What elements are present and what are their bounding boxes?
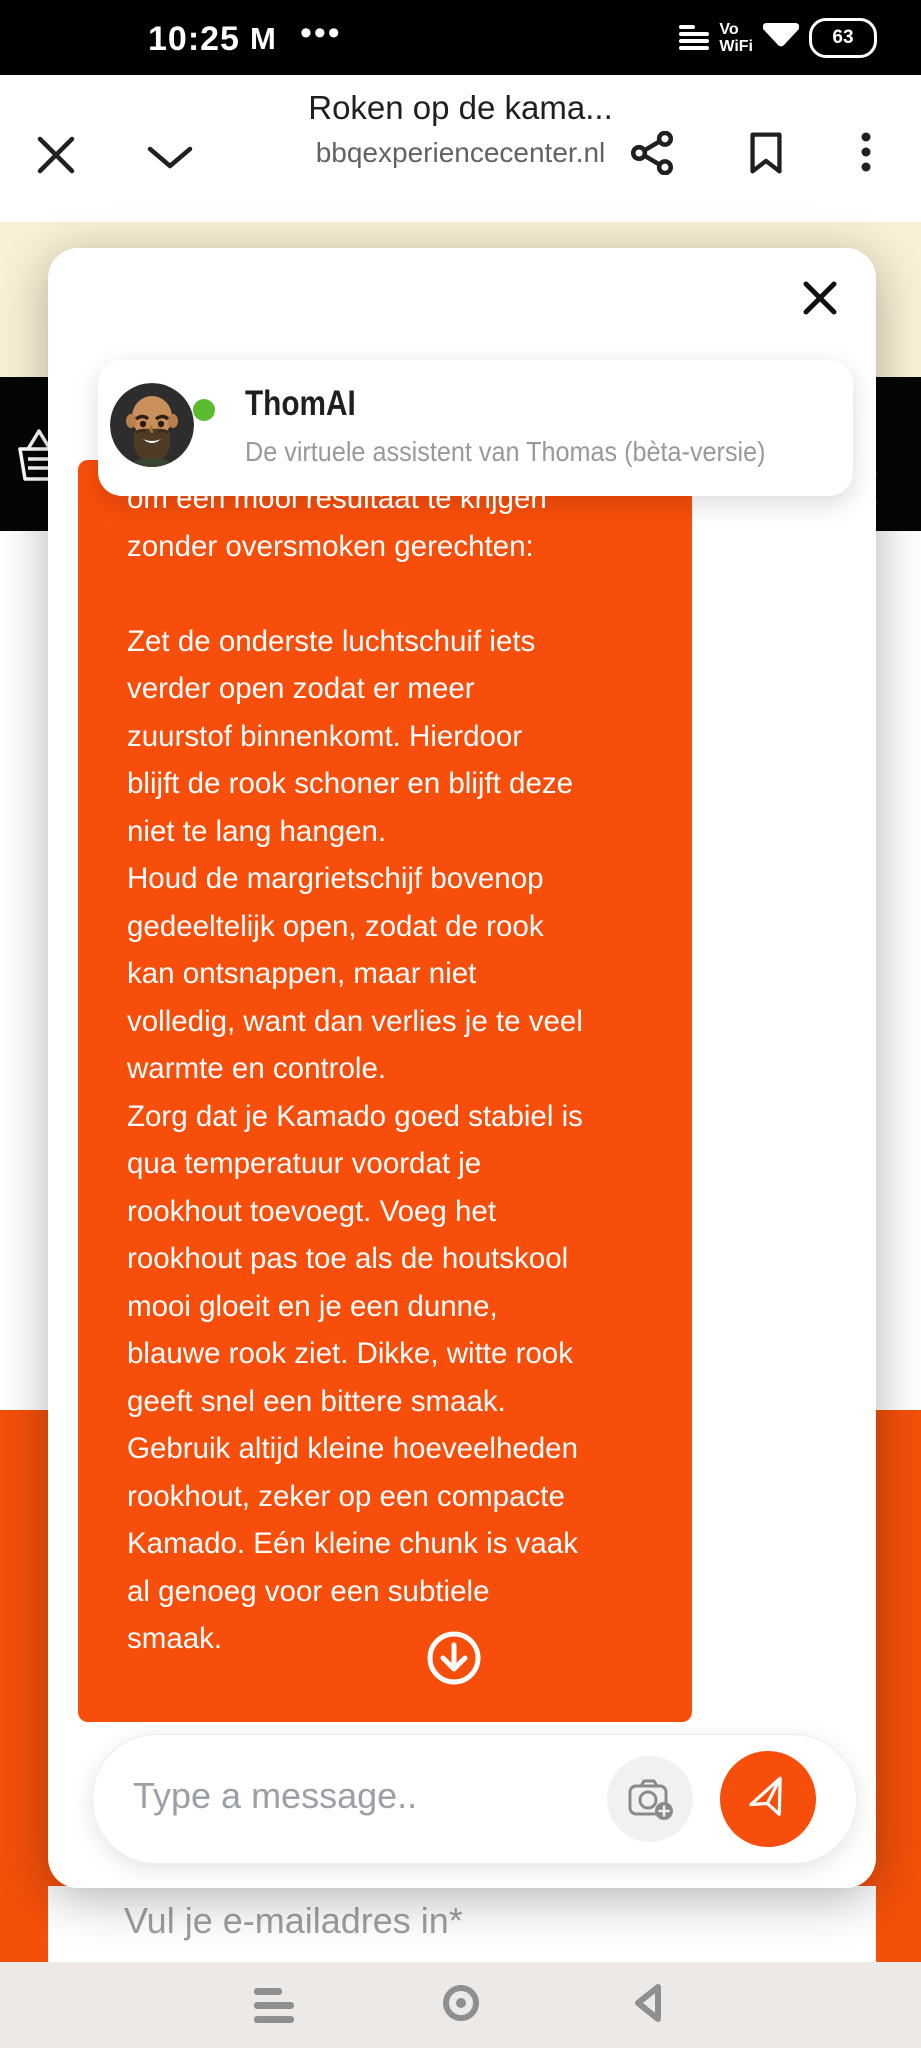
message-line: zonder oversmoken gerechten: <box>127 529 534 563</box>
message-placeholder: Type a message.. <box>133 1775 418 1816</box>
kebab-menu-icon[interactable] <box>852 129 880 175</box>
share-icon[interactable] <box>630 131 674 175</box>
message-line: al genoeg voor een subtiele <box>127 1574 490 1608</box>
page-title: Roken op de kama... <box>308 89 613 126</box>
message-line: zuurstof binnenkomt. Hierdoor <box>127 719 523 753</box>
more-notifications-icon: ••• <box>300 14 342 52</box>
page-url[interactable]: bbqexperiencecenter.nl <box>315 137 606 168</box>
message-line: rookhout toevoegt. Voeg het <box>127 1194 497 1228</box>
message-line: rookhout, zeker op een compacte <box>127 1479 565 1513</box>
assistant-name: ThomAI <box>245 384 356 423</box>
home-button[interactable] <box>439 1981 483 2030</box>
browser-toolbar <box>0 75 921 222</box>
online-status-dot <box>193 399 215 421</box>
message-line: gedeeltelijk open, zodat de rook <box>127 909 544 943</box>
attach-photo-button[interactable] <box>607 1756 693 1842</box>
assistant-subtitle: De virtuele assistent van Thomas (bèta-versie) <box>245 436 766 467</box>
message-line: Kamado. Eén kleine chunk is vaak <box>127 1527 578 1560</box>
chat-close-icon[interactable] <box>800 278 840 318</box>
message-line: blijft de rook schoner en blijft deze <box>127 767 574 800</box>
bookmark-icon[interactable] <box>748 131 784 175</box>
send-button[interactable] <box>720 1751 816 1847</box>
assistant-avatar <box>110 383 194 467</box>
message-line: verder open zodat er meer <box>127 672 475 705</box>
message-line: qua temperatuur voordat je <box>127 1147 482 1180</box>
android-nav-bar <box>0 1962 921 2048</box>
message-line: niet te lang hangen. <box>127 814 387 848</box>
message-input[interactable] <box>92 1734 857 1864</box>
message-line: Zorg dat je Kamado goed stabiel is <box>127 1099 583 1133</box>
hamburger-menu-icon[interactable] <box>874 814 900 849</box>
bot-message-text <box>127 475 583 1663</box>
clock: 10:25 <box>148 20 240 58</box>
back-button[interactable] <box>628 1981 668 2030</box>
message-line: geeft snel een bittere smaak. <box>127 1384 506 1418</box>
vowifi-indicator: Vo WiFi <box>719 20 753 55</box>
message-line: om een mooi resultaat te krijgen <box>127 482 547 515</box>
wifi-icon <box>763 21 799 54</box>
email-input[interactable] <box>48 1886 876 1962</box>
email-placeholder: Vul je e-mailadres in* <box>124 1900 463 1941</box>
recents-button[interactable] <box>254 1988 294 2023</box>
chat-widget <box>48 248 876 1888</box>
message-line: Zet de onderste luchtschuif iets <box>127 624 536 658</box>
camera-plus-icon <box>626 1777 674 1821</box>
signal-icon <box>679 25 709 50</box>
message-line: rookhout pas toe als de houtskool <box>127 1242 569 1275</box>
message-line: Houd de margrietschijf bovenop <box>127 862 544 895</box>
status-bar <box>0 0 921 75</box>
message-line: smaak. <box>127 1622 223 1655</box>
message-line: warmte en controle. <box>127 1052 387 1085</box>
message-line: kan ontsnappen, maar niet <box>127 957 477 990</box>
message-line: mooi gloeit en je een dunne, <box>127 1289 498 1323</box>
send-icon <box>735 1766 801 1832</box>
gmail-notification-icon: M <box>250 21 276 56</box>
bot-message-bubble <box>78 460 692 1722</box>
message-line <box>127 570 583 618</box>
message-line: blauwe rook ziet. Dikke, witte rook <box>127 1337 573 1370</box>
message-line: volledig, want dan verlies je te veel <box>127 1004 583 1038</box>
message-line: Gebruik altijd kleine hoeveelheden <box>127 1432 578 1465</box>
battery-icon: 63 <box>809 18 877 58</box>
